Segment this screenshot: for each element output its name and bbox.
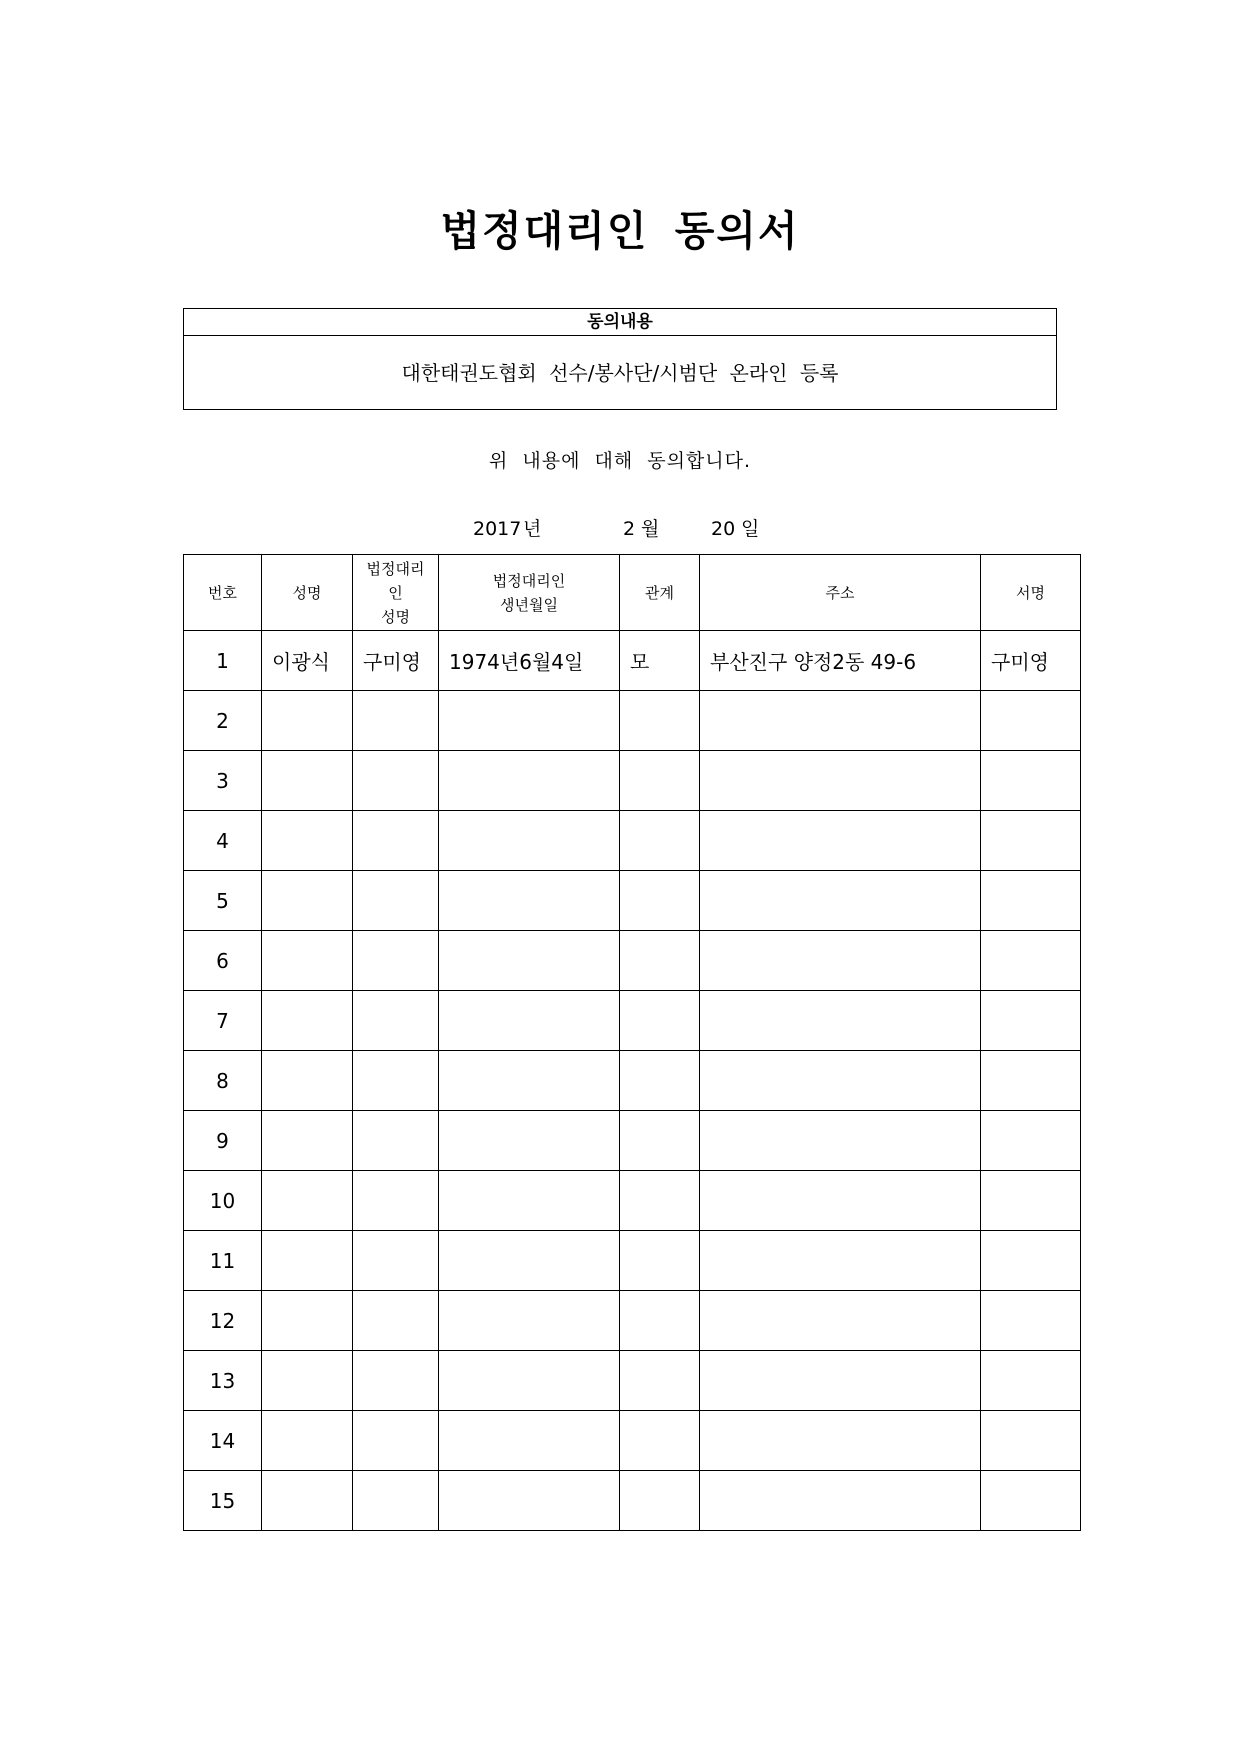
header-guardian-birth-line1: 법정대리인 (492, 571, 566, 590)
cell-number: 10 (184, 1171, 262, 1231)
date-year-label: 년 (523, 518, 542, 540)
cell-number: 8 (184, 1051, 262, 1111)
table-row (184, 931, 1081, 991)
cell-signature (981, 991, 1081, 1051)
cell-signature (981, 1051, 1081, 1111)
date-month-label: 월 (641, 518, 660, 540)
date-month: 2 (623, 518, 636, 540)
cell-address (700, 811, 981, 871)
table-row (184, 871, 1081, 931)
cell-guardian-name (353, 871, 439, 931)
cell-signature (981, 1411, 1081, 1471)
cell-guardian-birth (439, 811, 620, 871)
guardian-table (183, 554, 1081, 1531)
cell-signature (981, 691, 1081, 751)
cell-name (262, 1051, 353, 1111)
cell-address (700, 1231, 981, 1291)
cell-relation (620, 991, 700, 1051)
cell-name (262, 991, 353, 1051)
cell-guardian-name (353, 1471, 439, 1531)
cell-name (262, 751, 353, 811)
date-year: 2017 (473, 518, 522, 540)
cell-guardian-birth: 1974년6월4일 (439, 631, 620, 691)
cell-relation (620, 751, 700, 811)
cell-relation (620, 1231, 700, 1291)
header-signature: 서명 (981, 555, 1081, 631)
cell-guardian-birth (439, 871, 620, 931)
agreement-text: 위 내용에 대해 동의합니다. (488, 450, 752, 472)
cell-relation (620, 1111, 700, 1171)
cell-address (700, 931, 981, 991)
header-number: 번호 (184, 555, 262, 631)
cell-name (262, 1411, 353, 1471)
cell-name (262, 931, 353, 991)
cell-relation: 모 (620, 631, 700, 691)
cell-guardian-birth (439, 1051, 620, 1111)
cell-guardian-name (353, 1111, 439, 1171)
cell-address: 부산진구 양정2동 49-6 (700, 631, 981, 691)
header-guardian-name-line3: 성명 (381, 607, 410, 626)
cell-guardian-birth (439, 1171, 620, 1231)
table-row (184, 631, 1081, 691)
consent-header: 동의내용 (184, 309, 1056, 336)
header-guardian-name-line2: 인 (388, 583, 403, 602)
header-guardian-birth-line2: 생년월일 (500, 595, 558, 614)
header-guardian-birth (439, 555, 620, 631)
cell-address (700, 1291, 981, 1351)
consent-box (183, 308, 1057, 410)
cell-name (262, 1351, 353, 1411)
cell-relation (620, 931, 700, 991)
header-name: 성명 (262, 555, 353, 631)
cell-signature (981, 1171, 1081, 1231)
cell-guardian-birth (439, 1471, 620, 1531)
cell-signature (981, 751, 1081, 811)
cell-relation (620, 691, 700, 751)
table-header-row (184, 555, 1081, 631)
table-row (184, 751, 1081, 811)
cell-signature: 구미영 (981, 631, 1081, 691)
cell-guardian-birth (439, 1291, 620, 1351)
cell-address (700, 1351, 981, 1411)
table-row (184, 1471, 1081, 1531)
cell-signature (981, 871, 1081, 931)
cell-name: 이광식 (262, 631, 353, 691)
cell-guardian-name (353, 931, 439, 991)
cell-name (262, 1111, 353, 1171)
cell-number: 4 (184, 811, 262, 871)
header-relation: 관계 (620, 555, 700, 631)
cell-name (262, 1471, 353, 1531)
cell-number: 15 (184, 1471, 262, 1531)
cell-relation (620, 1471, 700, 1531)
cell-number: 2 (184, 691, 262, 751)
cell-signature (981, 1471, 1081, 1531)
cell-address (700, 1411, 981, 1471)
cell-number: 7 (184, 991, 262, 1051)
cell-address (700, 1051, 981, 1111)
consent-content: 대한태권도협회 선수/봉사단/시범단 온라인 등록 (401, 361, 839, 385)
cell-guardian-name (353, 1411, 439, 1471)
table-row (184, 691, 1081, 751)
cell-name (262, 1171, 353, 1231)
table-row (184, 1051, 1081, 1111)
cell-signature (981, 931, 1081, 991)
cell-relation (620, 1351, 700, 1411)
date-day-label: 일 (741, 518, 760, 540)
header-guardian-name (353, 555, 439, 631)
date-line (473, 514, 759, 541)
table-row (184, 1351, 1081, 1411)
cell-name (262, 871, 353, 931)
cell-guardian-name (353, 1291, 439, 1351)
cell-guardian-birth (439, 751, 620, 811)
table-row (184, 811, 1081, 871)
cell-address (700, 751, 981, 811)
table-row (184, 1411, 1081, 1471)
cell-guardian-birth (439, 691, 620, 751)
cell-number: 14 (184, 1411, 262, 1471)
cell-guardian-name (353, 751, 439, 811)
cell-guardian-name: 구미영 (353, 631, 439, 691)
cell-relation (620, 1171, 700, 1231)
table-row (184, 1231, 1081, 1291)
cell-name (262, 811, 353, 871)
table-body (184, 631, 1081, 1531)
cell-signature (981, 811, 1081, 871)
cell-guardian-birth (439, 931, 620, 991)
cell-number: 13 (184, 1351, 262, 1411)
cell-guardian-birth (439, 1411, 620, 1471)
cell-number: 12 (184, 1291, 262, 1351)
cell-number: 1 (184, 631, 262, 691)
table-row (184, 1111, 1081, 1171)
cell-guardian-name (353, 1231, 439, 1291)
cell-name (262, 1291, 353, 1351)
cell-relation (620, 811, 700, 871)
table-row (184, 991, 1081, 1051)
cell-name (262, 691, 353, 751)
cell-guardian-name (353, 691, 439, 751)
cell-relation (620, 1411, 700, 1471)
cell-guardian-name (353, 991, 439, 1051)
cell-signature (981, 1351, 1081, 1411)
cell-signature (981, 1111, 1081, 1171)
header-address: 주소 (700, 555, 981, 631)
cell-guardian-birth (439, 1111, 620, 1171)
cell-guardian-name (353, 1351, 439, 1411)
cell-relation (620, 1291, 700, 1351)
cell-address (700, 871, 981, 931)
cell-guardian-birth (439, 1351, 620, 1411)
cell-relation (620, 1051, 700, 1111)
cell-guardian-name (353, 811, 439, 871)
cell-number: 6 (184, 931, 262, 991)
cell-number: 9 (184, 1111, 262, 1171)
cell-number: 5 (184, 871, 262, 931)
table-row (184, 1171, 1081, 1231)
date-day: 20 (711, 518, 736, 540)
cell-address (700, 691, 981, 751)
cell-signature (981, 1231, 1081, 1291)
cell-address (700, 991, 981, 1051)
cell-guardian-birth (439, 1231, 620, 1291)
cell-number: 11 (184, 1231, 262, 1291)
cell-number: 3 (184, 751, 262, 811)
document-title: 법정대리인 동의서 (440, 207, 800, 255)
cell-address (700, 1171, 981, 1231)
header-guardian-name-line1: 법정대리 (366, 559, 425, 578)
cell-relation (620, 871, 700, 931)
cell-name (262, 1231, 353, 1291)
cell-guardian-name (353, 1171, 439, 1231)
cell-signature (981, 1291, 1081, 1351)
cell-address (700, 1111, 981, 1171)
table-row (184, 1291, 1081, 1351)
cell-guardian-name (353, 1051, 439, 1111)
cell-guardian-birth (439, 991, 620, 1051)
cell-address (700, 1471, 981, 1531)
